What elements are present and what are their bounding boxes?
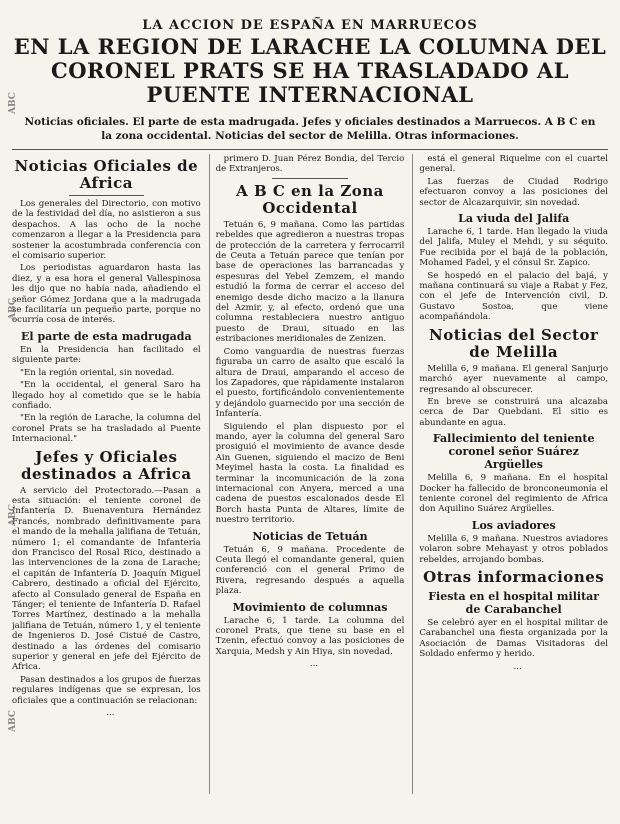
- abc-watermark: [2, 0, 24, 824]
- paragraph: Pasan destinados a los grupos de fuerzas regulares indígenas que se expresan, los oficiales que a continuación se relacionan:: [12, 674, 201, 706]
- subheading: Los aviadores: [471, 518, 556, 532]
- divider: [69, 195, 144, 196]
- main-headline: EN LA REGION DE LARACHE LA COLUMNA DEL CORONEL PRATS SE HA TRASLADADO AL PUENTE INTERNACIONAL: [13, 34, 607, 107]
- subheadline: Noticias oficiales. El parte de esta madrugada. Jefes y oficiales destinados a Marruecos. A B C en la zona occidental. Noticias del sector de Melilla. Otras informaciones.: [24, 116, 596, 142]
- watermark-text: ABC: [7, 298, 18, 320]
- paragraph: Las fuerzas de Ciudad Rodrigo efectuaron convoy a las posiciones del sector de Alcazarquivir, sin novedad.: [419, 176, 608, 208]
- paragraph: Melilla 6, 9 mañana. El general Sanjurjo marchó ayer nuevamente al campo, regresando al obscurecer.: [419, 363, 608, 395]
- paragraph: Larache 6, 1 tarde. Han llegado la viuda del Jalifa, Muley el Mehdi, y su séquito. Fue recibida por el bajá de la población, Mohamed Fadel, y el cónsul Sr. Zapico.: [419, 227, 608, 269]
- column-2: [209, 154, 405, 794]
- watermark-text: ABC: [7, 504, 18, 526]
- paragraph: En la Presidencia han facilitado el siguiente parte:: [12, 344, 201, 366]
- paragraph: "En la región oriental, sin novedad.: [20, 367, 175, 378]
- section-heading: Jefes y Oficiales destinados a Africa: [21, 447, 192, 483]
- paragraph: A servicio del Protectorado.—Pasan a esta situación: el teniente coronel de Infantería D. Buenaventura Hernández Francés, nombrado definitivamente para el mando de la mehalla jalifiana de Tetuán, número 1; el comandante de Infantería don Francisco del Rosal Rico, destinado a las intervenciones de la zona de Larache; el capitán de Infantería D. Joaquín Miguel Cabrero, destinado a oficial del Ejército, afecto al Consulado general de España en Tánger; el teniente de Infantería D. Rafael Torres Martínez, destinado a la mehalla jalifiana de Tetuán, número 1, y el teniente de Ingenieros D. José Cistué de Castro, destinado a las órdenes del comisario superior y general en jefe del Ejército de Africa.: [12, 485, 201, 673]
- paragraph: Tetuán 6, 9 mañana. Como las partidas rebeldes que agredieron a nuestras tropas de protección de la carretera y ferrocarril de Ceuta a Tetuán parece que tenían por base de operaciones las barrancadas y espesuras del Yebel Zemzem, el mando estudió la forma de cerrar el acceso del enemigo desde dicho macizo a la llanura del Azmir, y, al efecto, ordenó que una columna restableciera nuestro antiguo puesto de Draui, situado en las estribaciones meridionales de Zenizen.: [215, 219, 405, 345]
- paragraph: Tetuán 6, 9 mañana. Procedente de Ceuta llegó el comandante general, quien conferenció con el general Primo de Rivera, regresando después a aquella plaza.: [215, 544, 405, 597]
- column-3: [412, 154, 608, 794]
- paragraph: "En la región de Larache, la columna del coronel Prats se ha trasladado al Puente Internacional.": [12, 413, 201, 445]
- divider: [272, 178, 347, 179]
- subheading: Noticias de Tetuán: [252, 529, 368, 543]
- section-heading: A B C en la Zona Occidental: [236, 181, 384, 217]
- omitted-marker: ...: [106, 708, 115, 719]
- section-heading: Otras informaciones: [423, 567, 605, 586]
- paragraph: "En la occidental, el general Saro ha llegado hoy al cometido que se le había confiado.: [12, 380, 201, 411]
- omitted-marker: ...: [513, 661, 522, 672]
- paragraph: Como vanguardia de nuestras fuerzas figuraba un carro de asalto que escaló la altura de Draui, amparando el acceso de los Zapadores, que rápidamente instalaron el puesto, fortificándolo convenientemente y dejándolo guarnecido por una sección de Infantería.: [215, 346, 405, 420]
- paragraph: Siguiendo el plan dispuesto por el mando, ayer la columna del general Saro prosiguió el movimiento de avance desde Ain Guenen, siguiendo el macizo de Beni Meyimel hasta la costa. La finalidad es terminar la incomunicación de la zona internacional con Anyera, merced a una cadena de puestos escalonados desde El Borch hasta Punta de Altares, límite de nuestro territorio.: [215, 421, 405, 526]
- subheading: El parte de esta madrugada: [21, 329, 192, 343]
- subheading: Movimiento de columnas: [232, 600, 388, 614]
- paragraph: Melilla 6, 9 mañana. En el hospital Docker ha fallecido de bronconeumonía el teniente coronel del regimiento de Africa don Aquilino Suárez Argüelles.: [419, 473, 608, 515]
- paragraph: Los periodistas aguardaron hasta las diez, y a esa hora el general Vallespinosa les dijo que no había nada, añadiendo el señor Gómez Jordana que a la madrugada se facilitaría un pequeño parte, porque no ocurría cosa de interés.: [12, 263, 201, 326]
- watermark-text: ABC: [7, 710, 18, 732]
- column-1: [12, 154, 201, 794]
- subheading: La viuda del Jalifa: [458, 212, 570, 226]
- paragraph: Larache 6, 1 tarde. La columna del coronel Prats, que tiene su base en el Tzenin, efectuó convoy a las posiciones de Xarquia, Medsh y Ain Hiya, sin novedad.: [215, 615, 405, 657]
- section-heading: Noticias Oficiales de Africa: [14, 157, 199, 192]
- paragraph: Melilla 6, 9 mañana. Nuestros aviadores volaron sobre Mehayast y otros poblados rebeldes, arrojando bombas.: [419, 533, 608, 565]
- article-columns: [12, 149, 608, 794]
- paragraph: Se celebró ayer en el hospital militar de Carabanchel una fiesta organizada por la Asociación de Damas Visitadoras del Soldado enfermo y herido.: [419, 617, 608, 660]
- paragraph: Se hospedó en el palacio del bajá, y mañana continuará su viaje a Rabat y Fez, con el jefe de Intervención civil, D. Gustavo Sostoa, que viene acompañándola.: [419, 270, 608, 323]
- paragraph: está el general Riquelme con el cuartel general.: [419, 154, 608, 175]
- paragraph: primero D. Juan Pérez Bondia, del Tercio de Extranjeros.: [215, 154, 405, 175]
- subheading: Fiesta en el hospital militar de Carabanchel: [428, 589, 600, 616]
- paragraph: En breve se construirá una alcazaba cerca de Dar Quebdani. El sitio es abundante en agua.: [419, 396, 608, 428]
- supertitle: LA ACCION DE ESPAÑA EN MARRUECOS: [142, 18, 478, 33]
- section-heading: Noticias del Sector de Melilla: [429, 325, 599, 361]
- watermark-text: ABC: [7, 92, 18, 114]
- paragraph: Los generales del Directorio, con motivo de la festividad del día, no asistieron a sus despachos. A las ocho de la noche comenzaron a llegar a la Presidencia para sostener la acostumbrada conferencia con el comisario superior.: [12, 199, 201, 262]
- omitted-marker: ...: [309, 659, 319, 670]
- subheading: Fallecimiento del teniente coronel señor Suárez Argüelles: [432, 432, 595, 472]
